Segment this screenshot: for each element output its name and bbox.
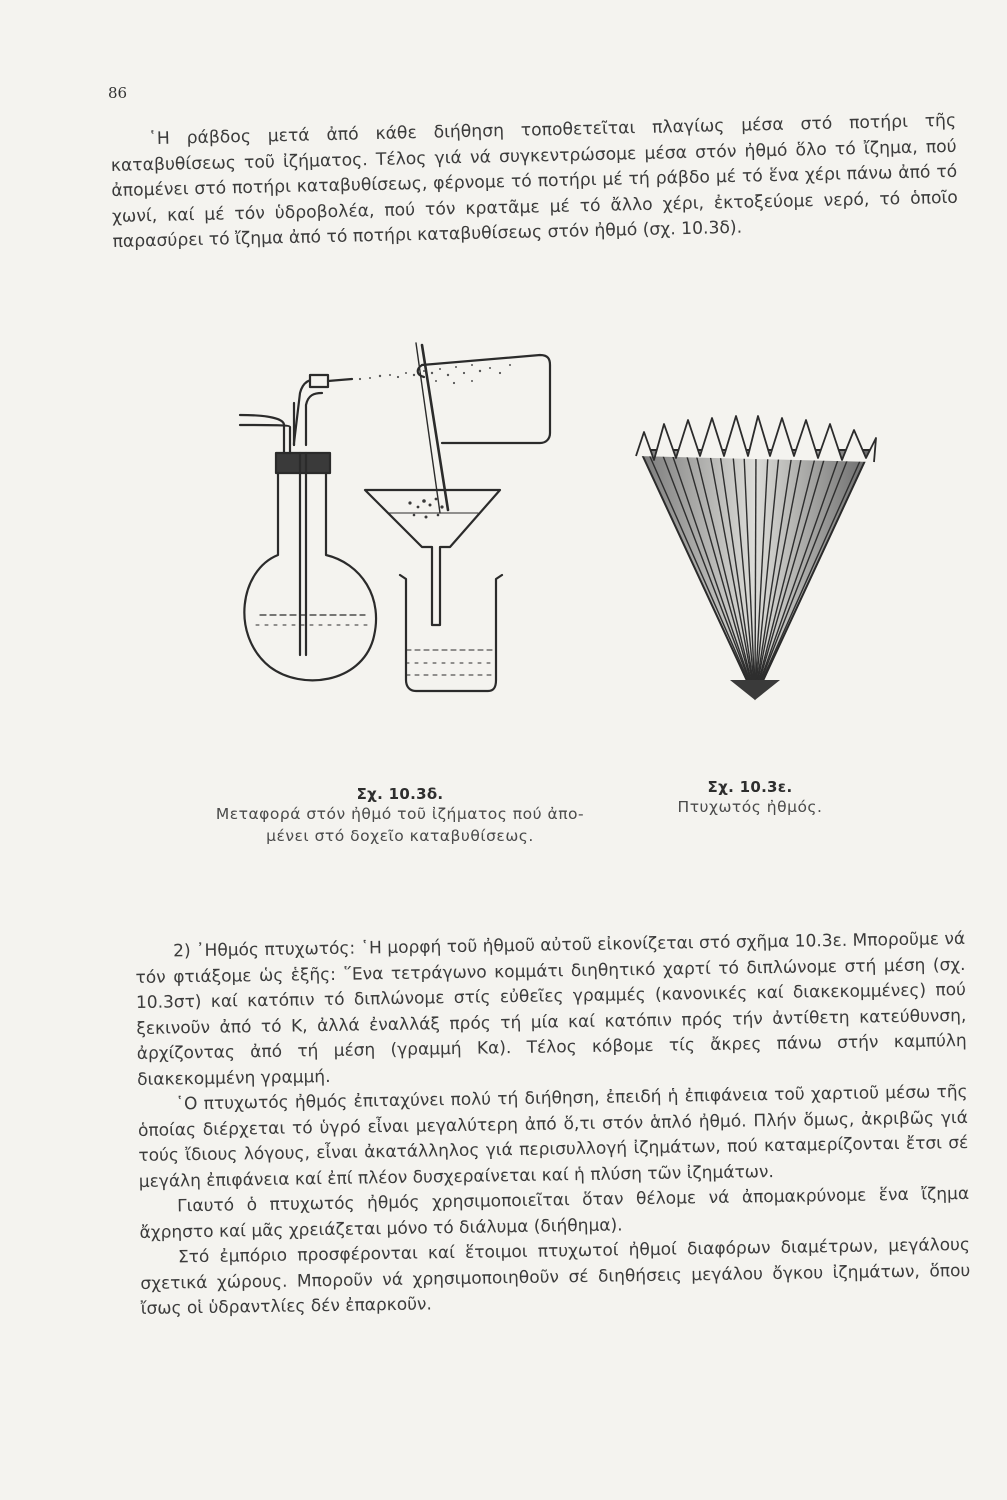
figure-10-3e xyxy=(630,410,880,705)
wash-bottle-long-tube xyxy=(294,379,322,445)
paragraph-top-text: ῾Η ράβδος μετά ἀπό κάθε διήθηση τοποθετεῖται πλαγίως μέσα στό ποτήρι τῆς καταβυθίσεως τοῦ ἰζήματος. Τέλος γιά νά συγκεντρώσομε μέσα στόν ἠθμό ὅλο τό ἴζημα, πού ἀπομένει στό ποτήρι καταβυθίσεως, φέρνομε τό ποτήρι μέ τή ράβδο μέ τό ἕνα χέρι πάνω ἀπό τό χωνί, καί μέ τόν ὑδροβολέα, πού τόν κρατᾶμε μέ τό ἄλλο χέρι, ἐκτοξεύομε νερό, τό ὁποῖο παρασύρει τό ἴζημα ἀπό τό ποτήρι καταβυθίσεως στόν ἠθμό (σχ. 10.3δ). xyxy=(110,110,959,252)
water-jet xyxy=(359,364,511,384)
receiving-beaker xyxy=(400,575,502,691)
paragraph-top xyxy=(110,109,959,256)
figure-10-3d-caption-line1: Μεταφορά στόν ἠθμό τοῦ ἰζήματος πού ἀπο- xyxy=(215,805,585,823)
glass-rod xyxy=(422,345,448,510)
figure-10-3d-drawing xyxy=(210,335,570,715)
figure-10-3d-caption-line2: μένει στό δοχεῖο καταβυθίσεως. xyxy=(266,827,534,845)
filter-funnel xyxy=(365,490,500,625)
body-paragraph: ῾Ο πτυχωτός ἠθμός ἐπιταχύνει πολύ τή διήθηση, ἐπειδή ἡ ἐπιφάνεια τοῦ χαρτιοῦ μέσω τῆς ὁποίας διέρχεται τό ὑγρό εἶναι μεγαλύτερη ἀπό ὅ,τι στόν ἁπλό ἠθμό. Πλήν ὅμως, ἀκριβῶς γιά τούς ἴδιους λόγους, εἶναι ἀκατάλληλος γιά περισυλλογή ἰζημάτων, πού καταμερίζονται ἔτσι σέ μεγάλη ἐπιφάνεια καί ἐπί πλέον δυσχεραίνεται καί ἡ πλύση τῶν ἰζημάτων. xyxy=(137,1081,969,1192)
body-text xyxy=(135,927,971,1322)
body-paragraph: Στό ἐμπόριο προσφέρονται καί ἕτοιμοι πτυχωτοί ἠθμοί διαφόρων διαμέτρων, μεγάλους σχετικά χώρους. Μποροῦν νά χρησιμοποιηθοῦν σέ διηθήσεις μεγάλου ὄγκου ἰζημάτων, ὅπου ἴσως οἱ ὑδραντλίες δέν ἐπαρκοῦν. xyxy=(140,1234,971,1319)
fluted-filter-rim xyxy=(636,416,876,462)
wash-bottle-mouth-tube xyxy=(240,415,284,453)
figure-10-3e-caption-text: Πτυχωτός ἠθμός. xyxy=(677,798,823,816)
fluted-filter-drawing xyxy=(630,410,880,705)
figure-10-3d xyxy=(210,335,570,715)
settling-beaker xyxy=(422,355,550,443)
body-paragraph: Γιαυτό ὁ πτυχωτός ἠθμός χρησιμοποιεῖται ὅταν θέλομε νά ἀπομακρύνομε ἕνα ἴζημα ἄχρηστο καί μᾶς χρειάζεται μόνο τό διάλυμα (διήθημα). xyxy=(139,1183,970,1243)
wash-bottle-flask xyxy=(244,470,376,680)
figure-10-3d-label: Σχ. 10.3δ. xyxy=(356,785,444,803)
figure-10-3d-caption xyxy=(180,785,620,847)
wash-bottle-stopper xyxy=(276,453,330,473)
page-number: 86 xyxy=(108,84,128,102)
figure-10-3e-label: Σχ. 10.3ε. xyxy=(707,778,793,796)
figure-10-3e-caption xyxy=(640,778,860,818)
wash-bottle-nozzle xyxy=(310,375,328,387)
body-paragraph: 2) ᾿Ηθμός πτυχωτός: ῾Η μορφή τοῦ ἠθμοῦ αὐτοῦ εἰκονίζεται στό σχῆμα 10.3ε. Μποροῦμε νά τόν φτιάξομε ὡς ἑξῆς: ῞Ενα τετράγωνο κομμάτι διηθητικό χαρτί τό διπλώνομε στή μέση (σχ. 10.3στ) καί κατόπιν τό διπλώνομε στίς εὐθεῖες γραμμές (κανονικές καί διακεκομμένες) πού ξεκινοῦν ἀπό τό Κ, ἀλλά ἐναλλάξ πρός τή μία καί κατόπιν πρός τήν ἀντίθετη κατεύθυνση, ἀρχίζοντας ἀπό τή μέση (γραμμή Κα). Τέλος κόβομε τίς ἄκρες πάνω στήν καμπύλη διακεκομμένη γραμμή. xyxy=(135,928,967,1090)
